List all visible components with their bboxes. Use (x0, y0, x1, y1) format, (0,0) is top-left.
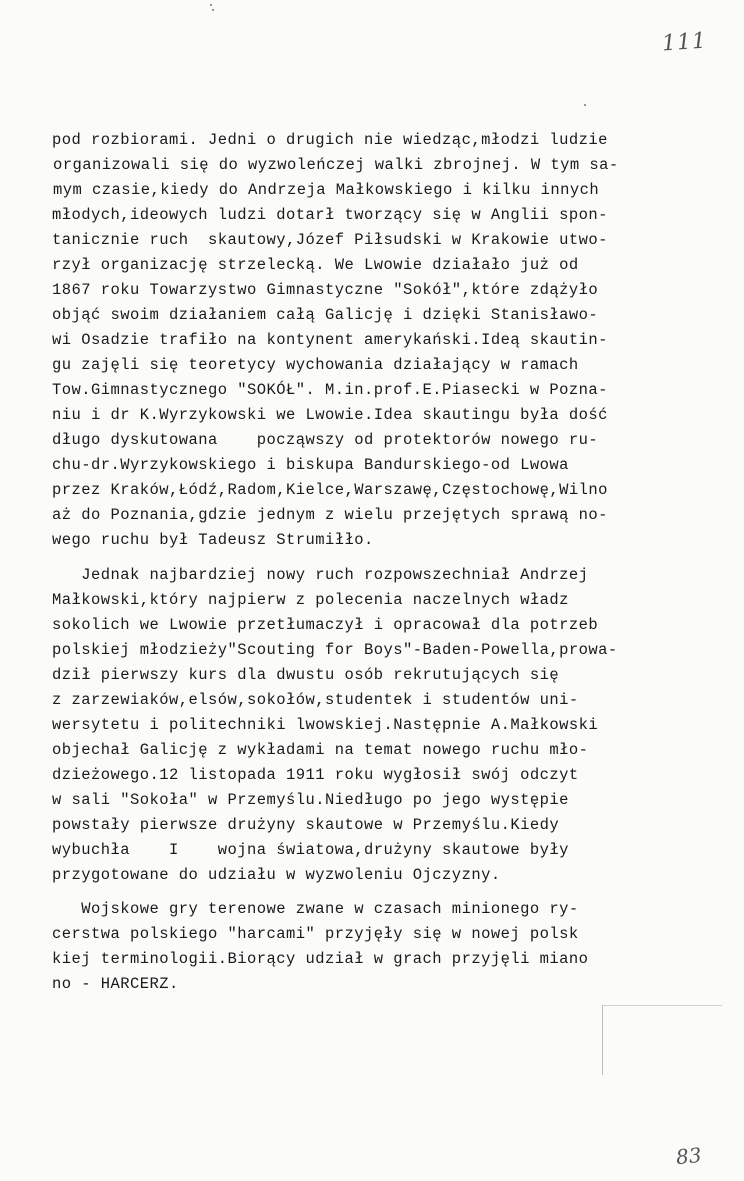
text-line: organizowali się do wyzwoleńczej walki zbrojnej. W tym sa- (53, 156, 619, 174)
text-line: niu i dr K.Wyrzykowski we Lwowie.Idea skautingu była dość (52, 406, 608, 424)
text-line: wybuchła I wojna światowa,drużyny skautowe były (52, 841, 569, 859)
scan-speck (212, 9, 214, 11)
scan-edge-line (602, 1005, 722, 1006)
handwritten-page-number-bottom: 83 (674, 1142, 703, 1170)
text-line: długo dyskutowana począwszy od protektorów nowego ru- (52, 431, 599, 449)
text-line: przez Kraków,Łódź,Radom,Kielce,Warszawę,Częstochowę,Wilno (52, 481, 608, 499)
text-line: dził pierwszy kurs dla dwustu osób rekrutujących się (52, 666, 560, 684)
text-line: Małkowski,który najpierw z polecenia naczelnych władz (52, 591, 569, 609)
scan-edge-line (602, 1005, 603, 1075)
text-line: objechał Galicję z wykładami na temat nowego ruchu mło- (52, 741, 589, 759)
text-line: kiej terminologii.Biorący udział w grach przyjęli miano (52, 950, 589, 968)
scan-speck (584, 104, 586, 106)
text-line: Tow.Gimnastycznego "SOKÓŁ". M.in.prof.E.Piasecki w Pozna- (52, 381, 608, 399)
text-line: pod rozbiorami. Jedni o drugich nie wiedząc,młodzi ludzie (52, 131, 608, 149)
text-line: no - HARCERZ. (52, 975, 179, 993)
text-line: sokolich we Lwowie przetłumaczył i opracował dla potrzeb (52, 616, 599, 634)
scan-speck (210, 4, 212, 6)
text-line: powstały pierwsze drużyny skautowe w Przemyślu.Kiedy (52, 816, 560, 834)
text-line: wi Osadzie trafiło na kontynent amerykański.Ideą skautin- (52, 331, 608, 349)
text-line: dzieżowego.12 listopada 1911 roku wygłosił swój odczyt (52, 766, 579, 784)
text-line: chu-dr.Wyrzykowskiego i biskupa Bandurskiego-od Lwowa (52, 456, 569, 474)
text-line: cerstwa polskiego "harcami" przyjęły się w nowej polsk (52, 925, 579, 943)
text-line: aż do Poznania,gdzie jednym z wielu przejętych sprawą no- (52, 506, 608, 524)
text-line: rzył organizację strzelecką. We Lwowie działało już od (52, 256, 579, 274)
text-line: gu zajęli się teoretycy wychowania działający w ramach (52, 356, 579, 374)
text-line: mym czasie,kiedy do Andrzeja Małkowskiego i kilku innych (53, 181, 600, 199)
text-line: Wojskowe gry terenowe zwane w czasach minionego ry- (52, 900, 579, 918)
text-line: przygotowane do udziału w wyzwoleniu Ojczyzny. (52, 866, 501, 884)
text-line: objąć swoim działaniem całą Galicję i dzięki Stanisławo- (52, 306, 599, 324)
text-line: z zarzewiaków,elsów,sokołów,studentek i studentów uni- (52, 691, 579, 709)
text-line: polskiej młodzieży"Scouting for Boys"-Baden-Powella,prowa- (52, 641, 618, 659)
text-line: wersytetu i politechniki lwowskiej.Następnie A.Małkowski (52, 716, 599, 734)
text-line: w sali "Sokoła" w Przemyślu.Niedługo po jego występie (52, 791, 569, 809)
text-line: tanicznie ruch skautowy,Józef Piłsudski w Krakowie utwo- (52, 231, 608, 249)
text-line: młodych,ideowych ludzi dotarł tworzący się w Anglii spon- (52, 206, 608, 224)
handwritten-page-number-top: 111 (661, 28, 708, 57)
text-line: wego ruchu był Tadeusz Strumiłło. (52, 531, 374, 549)
text-line: 1867 roku Towarzystwo Gimnastyczne "Sokół",które zdążyło (52, 281, 599, 299)
text-line: Jednak najbardziej nowy ruch rozpowszechniał Andrzej (52, 566, 589, 584)
